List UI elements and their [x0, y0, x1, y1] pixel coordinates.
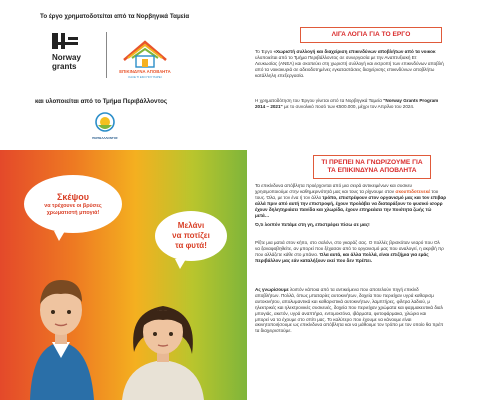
household-paragraph: [255, 240, 495, 264]
p1-text-a: Το Έργο: [255, 49, 274, 54]
logo-divider: [106, 32, 107, 78]
norway-flag-icon: [52, 33, 78, 49]
p3-text-a: Τα επικίνδυνα απόβλητα προέρχονται από μια σειρά αντικειμένων και συσκευ: [255, 183, 413, 188]
p1-text-b: «Χωριστή συλλογή και διαχείριση επικινδύνων αποβλήτων από τα νοικοκ: [273, 49, 436, 54]
p3-text-i: μετά…: [255, 212, 270, 218]
environment-department-logo: [92, 111, 118, 141]
p5-text-c: που αλλάζετε κάθε στο μπάνιο.: [255, 251, 320, 257]
boy-illustration: [22, 250, 100, 400]
girl-illustration: [118, 292, 208, 400]
speech-bubble-paint: [24, 175, 122, 233]
environment-logo-text: ΠΕΡΙΒΑΛΛΟΝΤΟΣ: [92, 136, 118, 140]
bubble-paint-heading: Σκέψου: [57, 191, 89, 202]
environment-emblem-icon: [92, 111, 118, 141]
p6-text-d: αυτοκινήτου, απολυμαντικά και καθαριστικά αυτοκινήτων, λαμπτήρες, φίλτρα λαδιού, μ: [255, 298, 431, 304]
p6-text-a: Ας γνωρίσουμε: [255, 287, 289, 292]
bubble-ink-line1: Μελάνι: [177, 221, 205, 230]
p6-text-b: λοιπόν κάποια από τα αντικείμενα που αποτελούν πηγή επικίνδ: [288, 287, 419, 292]
bubble-paint-line2: να τρέχουνε οι βρύσες: [44, 202, 102, 209]
p6-text-f: μπογιάς, ακετόν, υγρά αναπτήρα, εντομοκτόνα, ιβάρματα, φυτοφάρμακα, χλώριο και: [255, 310, 427, 316]
p3-text-d: του: [430, 188, 439, 194]
p1-text-c: υλοποιείται από το Τμήμα Περιβάλλοντος σε συνεργασία με την Αναπτυξιακή Ετ: [255, 54, 417, 60]
hazardous-intro-paragraph: [255, 183, 495, 218]
section-title-project: ΛΙΓΑ ΛΟΓΙΑ ΓΙΑ ΤΟ ΕΡΓΟ: [300, 27, 442, 43]
implementer-statement: και υλοποιείται από το Τμήμα Περιβάλλοντος: [35, 98, 168, 105]
p5-text-a: Ρίξτε μια ματιά στον κήπο, στο σαλόνι, στο γκαράζ σας. Ο πολλές βρισκόταν νεαρό που Ολ: [255, 240, 440, 245]
norway-grants-wordmark: Norway grants: [52, 53, 81, 71]
p3-text-f: τρόπο, επιστρέφουν στον οργανισμό μας και τον επιβαρ: [322, 194, 447, 200]
p1-text-d: Λευκωσίας (ΑΝΕΛ) και σκοπεύει στη χωριστή συλλογή και εκτροπή των επικινδύνων αποβλή: [255, 60, 444, 66]
p2-text-d: με το συνολικό ποσό των €500.000, μέχρι τον Απρίλιο του 2024.: [282, 103, 415, 109]
p6-text-e: ηλεκτρικές και ηλεκτρονικές συσκευές, δοχεία που περιείχαν χρώματα και φαρμακευτικά διαλ: [255, 304, 443, 310]
p6-text-c: αποβλήτων. Πολλά, όπως μπαταρίες αυτοκινήτων, δοχεία που περιείχαν υγρά καθαρισμ: [255, 292, 434, 298]
bubble-ink-line2: να ποτίζει: [172, 231, 210, 240]
house-logo-icon: [118, 38, 172, 80]
speech-bubble-ink: [155, 211, 227, 261]
p5-text-d: Όλα αυτά, και άλλα πολλά, είναι επιζήμια για εμάς: [319, 251, 429, 257]
project-logo-subtitle: ΚΑΛΕ ΤΙ ΕΚΟ ΠΟΥ ΠΑΡΕΙ: [128, 75, 162, 79]
p3-text-c: σκουπιδοτενεκέ: [395, 188, 431, 194]
p6-text-i: τα διαχειριστούμε.: [255, 328, 292, 334]
p5-text-b: να ξαναφοβηθείτε, αν μπορεί που ξέχασαν από το οργανισμό μας που αναλογεί, η ακριβή πρ: [255, 245, 444, 251]
p3-text-h: έχουν δηλητηριάσει πανίδα και χλωρίδα, έχουν επηρεάσει την ποιότητα ζωής τώ: [255, 206, 432, 212]
p3-text-g: αλλά πριν από αυτή την επιστροφή, έχουν προλάβει να διαταράξουν το φυσικό ισορρ: [255, 200, 443, 206]
p3-text-e: τους. Όλα, με τον ένα ή τον άλλο: [255, 194, 323, 200]
p2-text-b: "Norway Grants Program: [383, 98, 439, 103]
funding-paragraph: [255, 98, 495, 110]
p6-text-h: ακινητοποιήσουμε ως επικίνδυνα απόβλητα και να μάθουμε τον τρόπο με τον οποίο θα πρέπ: [255, 322, 444, 328]
project-logo: [118, 38, 172, 80]
p5-text-e: περιβάλλον μας εάν καταλήξουν εκεί που δεν πρέπει.: [255, 257, 373, 263]
sources-paragraph: [255, 287, 495, 334]
project-description-paragraph: [255, 49, 495, 79]
bubble-paint-line3: χρωματιστή μπογιά!: [46, 209, 100, 216]
p1-text-f: κατάλληλη επεξεργασία.: [255, 72, 305, 78]
p3-text-b: χρησιμοποιούμε στην καθημερινότητά μας και τους τα ρίχνουμε στον: [255, 188, 396, 194]
p2-text-c: 2014 – 2021": [255, 103, 283, 109]
norway-grants-logo: [52, 33, 100, 77]
project-logo-title: ΕΠΙΚΙΝΔΥΝΑ ΑΠΟΒΛΗΤΑ: [119, 69, 171, 74]
funding-statement: Το έργο χρηματοδοτείται από τα Νορβηγικά Ταμεία: [40, 13, 190, 20]
bubble-ink-line3: τα φυτά!: [175, 241, 207, 250]
key-message: Ό,τι λοιπόν πετάμε στη γη, επιστρέφει πίσω σε μας!: [255, 222, 370, 227]
p2-text-a: Η χρηματοδότηση του Έργου γίνεται από τα Νορβηγικά Ταμεία: [255, 98, 384, 103]
p6-text-g: μπορεί να τα έχουμε στο σπίτι μας. Το καλύτερο που έχουμε να κάνουμε είναι: [255, 316, 412, 322]
section-title-hazardous-waste: ΤΙ ΠΡΕΠΕΙ ΝΑ ΓΝΩΡΙΖΟΥΜΕ ΓΙΑ ΤΑ ΕΠΙΚΙΝΔΥΝΑ ΑΠΟΒΛΗΤΑ: [313, 155, 431, 179]
p1-text-e: από τα νοικοκυριά σε αδειοδοτημένες εγκαταστάσεις διαχείρισης επικινδύνων αποβλήτω: [255, 66, 435, 72]
